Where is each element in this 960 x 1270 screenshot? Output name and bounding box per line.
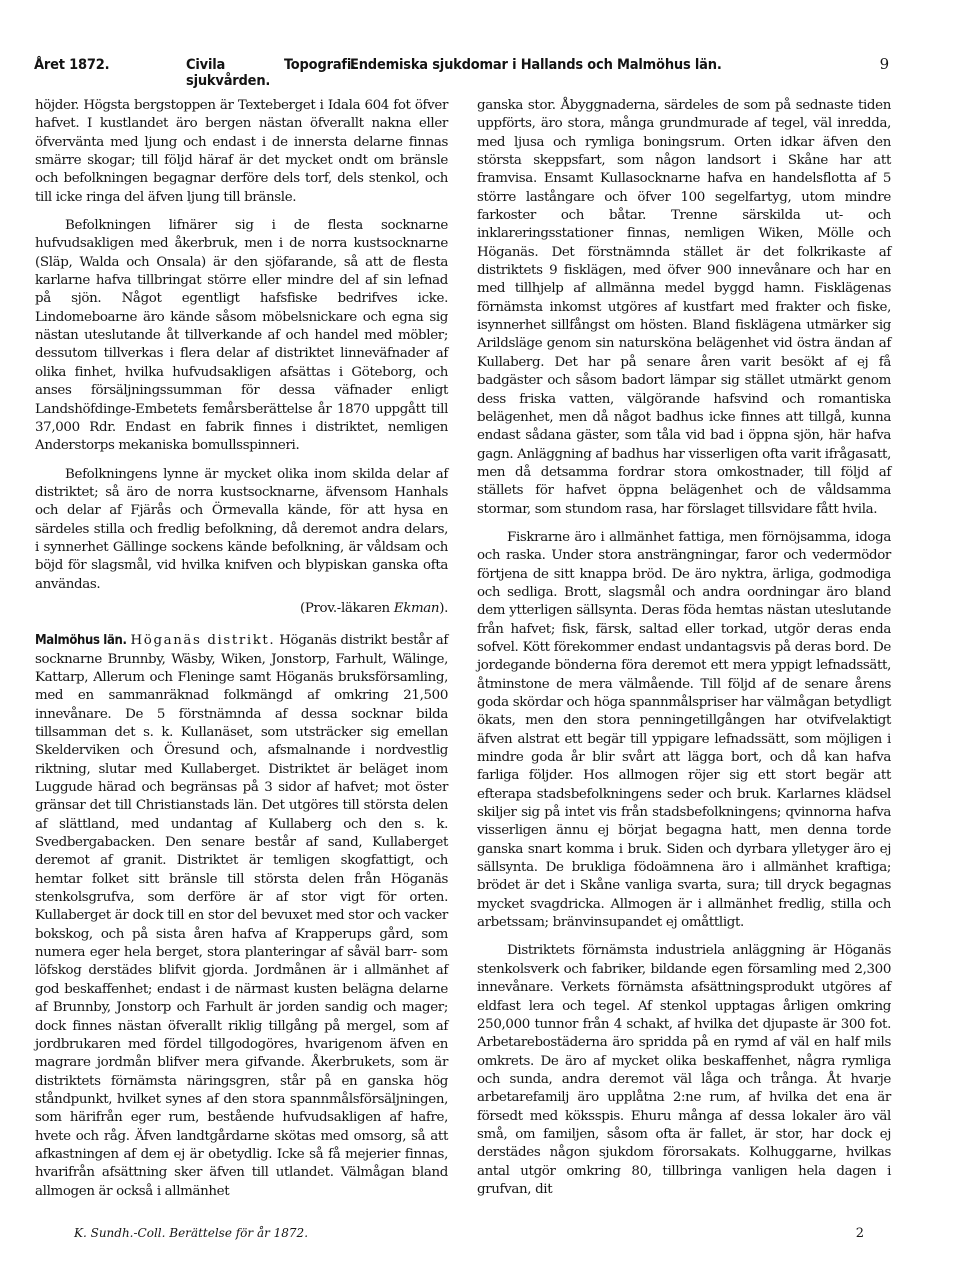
footer-signature-mark: 2 bbox=[855, 1226, 864, 1241]
header-topography: Topografi. bbox=[284, 57, 356, 73]
paragraph: Distriktets förnämsta industriela anläggning är Höganäs stenkolsverk och fabriker, bildande egen församling med 2,300 innevånare. Verkets förnämsta afsättningsprodukt utgöres af eldfast lera och tegel. Af stenkol upptagas årligen omkring 250,000 tunnor från 4 schakt, af hvilka det djupaste är 300 fot. Arbetarebostäderna äro spridda på en rymd af väl en half mils omkrets. De äro af mycket olika beskaffenhet, några rymliga och sunda, andra deremot väl låga och trånga. Åt hvarje arbetarefamilj äro upplåtna 2:ne rum, af hvilka det ena är försedt med köksspis. Ehuru många af dessa lokaler äro väl små, om familjen, såsom ofta är fallet, är stor, har dock ej derstädes någon sjukdom förorsakats. Kolhuggarne, hvilkas antal utgör omkring 80, tillbringa vanligen hela dagen i grufvan, dit bbox=[477, 943, 891, 1197]
section-paragraph bbox=[35, 632, 448, 1201]
paragraph: Befolkningens lynne är mycket olika inom skilda delar af distriktet; så äro de norra kustsocknarne, äfvensom Hanhals och delar af Fjärås och Örmevalla kände, för att hysa en särdeles stilla och fredlig befolkning, då deremot andra delars, i synnerhet Gällinge sockens kände befolkning, är våldsam och böjd för slagsmål, vid hvilka knifven och blypiskan ganska ofta användas. bbox=[35, 466, 448, 592]
header-endemic-title: Endemiska sjukdomar i Hallands och Malmöhus län. bbox=[350, 57, 722, 73]
page-footer bbox=[74, 1226, 864, 1241]
paragraph: Befolkningen lifnärer sig i de flesta socknarne hufvudsakligen med åkerbruk, men i de norra kustsocknarne (Släp, Walda och Onsala) är den sjöfarande, så att de flesta karlarne hafva tillbringat större eller mindre del af sin lefnad på sjön. Något egentligt hafsfiske bedrifves icke. Lindomeboarne äro kände såsom möbelsnickare och egna sig nästan uteslutande åt tillverkande af och handel med möbler; dessutom tillverkas i flera delar af distriktet linneväfnader af olika finhet, hvilka hufvudsakligen afsättas i Göteborg, och anses försäljningssumman för dessa väfnader enligt Landshöfdinge-Embetets femårsberättelse år 1870 uppgått till 37,000 Rdr. Endast en fabrik finnes i distriktet, nemligen Anderstorps mekaniska bomullsspinneri. bbox=[35, 218, 448, 454]
header-civil-section: Civila sjukvården. bbox=[186, 57, 271, 89]
signature-prefix: (Prov.-läkaren bbox=[299, 600, 390, 616]
footer-source: K. Sundh.-Coll. Berättelse för år 1872. bbox=[74, 1226, 309, 1240]
paragraph: höjder. Högsta bergstoppen är Texteberget i Idala 604 fot öfver hafvet. I kustlandet äro bergen nästan öfverallt nakna eller öfvervänta med ljung och endast i de innersta delarne finnas smärre skogar; till följd häraf är det mycket ondt om bränsle och befolkningen begagnar derföre dels torf, dels stenkol, och till icke ringa del äfven ljung till bränsle. bbox=[35, 98, 448, 205]
signature-suffix: ). bbox=[439, 600, 448, 616]
paragraph: Fiskrarne äro i allmänhet fattiga, men förnöjsamma, idoga och raska. Under stora ansträngningar, faror och vedermödor förtjena de sitt knappa bröd. De äro nyktra, ärliga, godmodiga och sedliga. Brott, slagsmål och andra oordningar äro bland dem ytterligen sällsynta. Deras föda hemtas nästan uteslutande från hafvet; fisk, färsk, saltad eller torkad, utgör deras enda sofvel. Kött förekommer endast undantagsvis på deras bord. De jordegande bönderna föra deremot ett mera yppigt lefnadssätt, åtminstone de mera välmående. Till följd af de senare årens goda skördar och höga spannmålspriser har välmågan betydligt ökats, men den stora penningetillgången har otvifvelaktigt äfven alstrat ett begär till yppigare lefnadssätt, som möjligen i mindre goda år blir svårt att lägga bort, och då kan hafva farliga följder. Hos allmogen röjer sig ett stort begär att efterapa stadsbefolkningens seder och bruk. Karlarnes klädsel skiljer sig på intet vis från stadsbefolkningens; qvinnorna hafva visserligen ännu ej börjat begagna hatt, men denna torde ganska snart komma i bruk. Siden och dyrbara ylletyger äro ej sällsynta. De brukliga födoämnena äro i allmänhet kraftiga; brödet är det i Skåne vanliga svarta, sura; till dryck begagnas mycket svagdricka. Allmogen är i allmänhet fredlig, stilla och arbetssam; bränvinsupandet ej omåttligt. bbox=[477, 529, 892, 931]
signature-name: Ekman bbox=[393, 600, 440, 616]
page-number: 9 bbox=[879, 55, 889, 73]
running-header bbox=[34, 55, 889, 89]
section-body: Höganäs distrikt består af socknarne Brunnby, Wäsby, Wiken, Jonstorp, Farhult, Wälinge, Kattarp, Allerum och Fleninge samt Höganäs bruksförsamling, med en sammanräknad folkmängd af omkring 21,500 innevånare. De 5 förstnämnda af dessa socknar bilda tillsamman det s. k. Kullanäset, som utsträcker sig emellan Skelderviken och Öresund och, afsmalnande i nordvestlig riktning, slutar med Kullaberget. Distriktet är beläget inom Luggude härad och begränsas på 3 sidor af hafvet; mot öster gränsar det till Christianstads län. Det utgöres till största delen af slättland, med undantag af Kullaberg och den s. k. Svedbergabacken. Den senare består af sand, Kullaberget deremot af granit. Distriktet är temligen skogfattigt, och hemtar folket sitt bränsle till största delen från Höganäs stenkolsgrufva, som derföre är af stor vigt för orten. Kullaberget är dock till en stor del bevuxet med stor och vacker bokskog, och på sista åren hafva af Krapperups gård, som numera eger hela berget, stora planteringar af såväl barr- som löfskog derstädes blifvit gjorda. Jordmånen är i allmänhet af god beskaffenhet; endast i de närmast kusten belägna delarne af Brunnby, Jonstorp och Farhult är jorden sandig och mager; dock finnes nästan öfverallt riklig tillgång på mergel, som af jordbrukaren med fördel tillgodogöres, hvarigenom äfven en magrare jordmån blifver mera gifvande. Åkerbrukets, som är distriktets förnämsta näringsgren, står på en ganska hög ståndpunkt, hvilket synes af den stora spannmålsförsäljningen, som härifrån eger rum, bestående hufvudsakligen af hafre, hvete och råg. Äfven landtgårdarne skötas med omsorg, så att afkastningen af dem ej är obetydlig. Icke så få mejerier finnas, hvarifrån afsättning sker äfven till utlandet. Välmågan bland allmogen är också i allmänhet bbox=[35, 633, 449, 1199]
header-year: Året 1872. bbox=[34, 57, 110, 73]
author-signature bbox=[35, 600, 448, 618]
paragraph: ganska stor. Åbyggnaderna, särdeles de som på sednaste tiden uppförts, äro stora, många grundmurade af tegel, väl inredda, med ljusa och rymliga boningsrum. Orten idkar äfven den största skeppsfart, som någon landsort i Skåne har att framvisa. Ensamt Kullasocknarne hafva en handelsflotta af 5 större lastångare och öfver 100 segelfartyg, utom mindre farkoster och båtar. Trenne särskilda ut- och inklareringsstationer finnas, nemligen Wiken, Mölle och Höganäs. Det förstnämnda stället är det folkrikaste af distriktets 9 fisklägen, med öfver 900 innevånare och har en med tillhjelp af allmänna medel byggd hamn. Fisklägenas förnämsta inkomst utgöres af kustfart med frakter och fiske, isynnerhet sillfångst om hösten. Bland fisklägena utmärker sig Arildsläge genom sin natursköna belägenhet vid östra ändan af Kullaberg. Det har på senare åren varit besökt af ej få badgäster och såsom badort lämpar sig stället utmärkt genom dess friska vatten, välgörande hafsvind och romantiska belägenhet, men då något badhus icke finnes att tillgå, kunna endast sådana gäster, som tåla vid bad i öppna sjön, här hafva gagn. Anläggning af badhus har visserligen ofta varit ifrågasatt, men då detsamma fordrar stora omkostnader, till följd af ställets för hafvet öppna belägenhet och de våldsamma stormar, som stundom rasa, har förslaget tillsvidare fått hvila. bbox=[477, 98, 891, 517]
section-subtitle: Höganäs distrikt. bbox=[130, 633, 276, 649]
right-column bbox=[477, 97, 891, 1199]
section-title: Malmöhus län. bbox=[35, 633, 127, 649]
left-column bbox=[35, 97, 448, 1201]
